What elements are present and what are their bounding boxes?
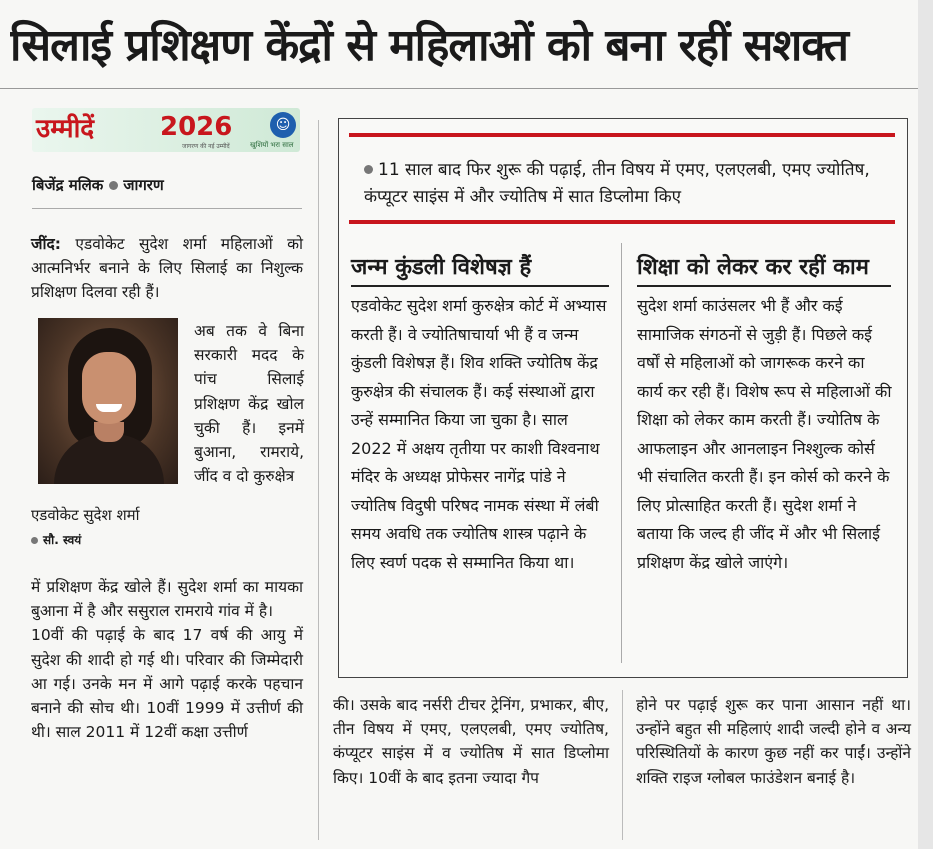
column-divider (318, 120, 319, 840)
intro-paragraph (31, 232, 303, 305)
subheading-education: शिक्षा को लेकर कर रहीं काम (637, 255, 869, 280)
intro-lead: एडवोकेट सुदेश शर्मा महिलाओं को आत्मनिर्भर बनाने के लिए सिलाई का निशुल्क प्रशिक्षण दिलवा रही हैं। (31, 235, 303, 302)
highlight-box (338, 118, 908, 678)
logo-tagline: खुशियों भरा साल (250, 141, 294, 149)
subheading-underline (637, 285, 891, 287)
education-body: सुदेश शर्मा काउंसलर भी हैं और कई सामाजिक संगठनों से जुड़ी हैं। पिछले कई वर्षों से महिलाओं को जागरूक करने का कार्य कर रही हैं। विशेष रूप से महिलाओं की शिक्षा को लेकर काम करती हैं। ज्योतिष के आफलाइन और आनलाइन निश्शुल्क कोर्स भी संचालित करती हैं। इन कोर्स को करने के लिए प्रोत्साहित करती हैं। सुदेश शर्मा ने बताया कि जल्द ही जींद में और भी सिलाई प्रशिक्षण केंद्र खोले जाएंगे। (637, 296, 892, 572)
intro-para-2: 10वीं की पढ़ाई के बाद 17 वर्ष की आयु में सुदेश की शादी हो गई थी। परिवार की जिम्मेदारी आ गई। उनके मन में आगे पढ़ाई करके पहचान बनाने की सोच थी। 10वीं 1999 में उत्तीर्ण की थी। साल 2011 में 12वीं कक्षा उत्तीर्ण (31, 626, 303, 742)
person-in-circle-icon: ☺ (270, 112, 296, 138)
logo-year: 2026 (160, 112, 233, 142)
bullet-icon (364, 165, 373, 174)
dateline: जींद: (31, 235, 61, 253)
photo-caption: एडवोकेट सुदेश शर्मा (31, 506, 140, 524)
box-column-divider (621, 243, 622, 663)
source-name: जागरण (123, 176, 164, 194)
column-divider-lower (622, 690, 623, 840)
intro-continued: में प्रशिक्षण केंद्र खोले हैं। सुदेश शर्मा का मायका बुआना में है और ससुराल रामराये गांव में है। (31, 578, 303, 621)
column-3-body: होने पर पढ़ाई शुरू कर पाना आसान नहीं था। उन्होंने बहुत सी महिलाएं शादी जल्दी होने व अन्य परिस्थितियों के कारण कुछ नहीं कर पाईं। उन्होंने शक्ति राइज ग्लोबल फाउंडेशन बनाई है। (636, 696, 911, 787)
author-name: बिजेंद्र मलिक (32, 176, 104, 194)
column-1-body (31, 575, 303, 744)
headline-divider (0, 88, 918, 89)
beside-photo-text: अब तक वे बिना सरकारी मदद के पांच सिलाई प्रशिक्षण केंद्र खोल चुकी हैं। इनमें बुआना, रामराये, जींद व दो कुरुक्षेत्र (194, 322, 304, 486)
headline: सिलाई प्रशिक्षण केंद्रों से महिलाओं को बना रहीं सशक्त (10, 20, 849, 71)
ummeeden-2026-logo (32, 108, 300, 152)
page-edge-strip (918, 0, 933, 849)
bullet-icon (109, 181, 118, 190)
column-2-body: की। उसके बाद नर्सरी टीचर ट्रेनिंग, प्रभाकर, बीए, तीन विषय में एमए, एलएलबी, एमए ज्योतिष, कंप्यूटर साइंस में व ज्योतिष में सात डिप्लोमा किए। 10वीं के बाद इतना ज्यादा गैप (333, 696, 609, 787)
logo-subline: जागरण की नई उम्मीदें (182, 143, 230, 150)
subheading-kundli: जन्म कुंडली विशेषज्ञ हैं (351, 255, 532, 280)
kundli-body: एडवोकेट सुदेश शर्मा कुरुक्षेत्र कोर्ट में अभ्यास करती हैं। वे ज्योतिषाचार्या भी हैं व जन्म कुंडली विशेषज्ञ हैं। शिव शक्ति ज्योतिष केंद्र कुरुक्षेत्र की संचालक हैं। कई संस्थाओं द्वारा उन्हें सम्मानित किया जा चुका है। साल 2022 में अक्षय तृतीया पर काशी विश्वनाथ मंदिर के अध्यक्ष प्रोफेसर नागेंद्र पांडे ने ज्योतिष विदुषी परिषद नामक संस्था में लंबी समय अवधि तक ज्योतिष शास्त्र पढ़ाने के लिए स्वर्ण पदक से सम्मानित किया था। (351, 296, 607, 572)
byline-divider (32, 208, 302, 209)
bullet-icon (31, 537, 38, 544)
deck-text: 11 साल बाद फिर शुरू की पढ़ाई, तीन विषय में एमए, एलएलबी, एमए ज्योतिष, कंप्यूटर साइंस में और ज्योतिष में सात डिप्लोमा किए (364, 160, 870, 207)
logo-word: उम्मीदें (36, 114, 95, 144)
byline (32, 175, 164, 195)
portrait-photo (38, 318, 178, 484)
subheading-underline (351, 285, 609, 287)
red-rule-top (349, 133, 895, 137)
photo-credit: सौ. स्वयं (31, 531, 81, 548)
red-rule-bottom (349, 220, 895, 224)
